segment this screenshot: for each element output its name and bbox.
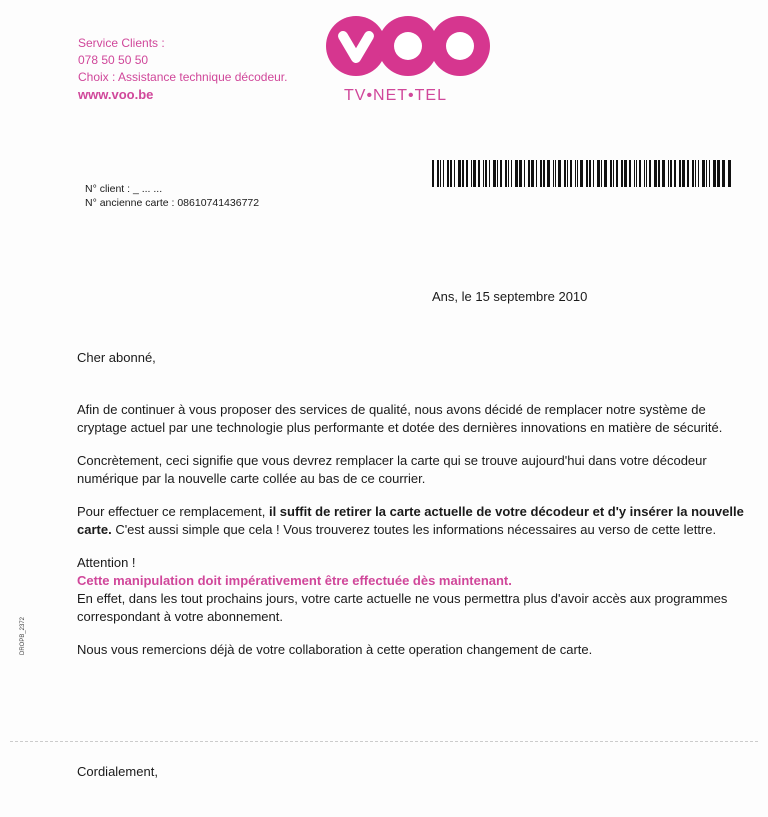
side-code: DROPB_2372	[20, 616, 26, 655]
barcode-bar	[553, 160, 554, 187]
barcode-bar	[524, 160, 525, 187]
choice-text: Choix : Assistance technique décodeur.	[78, 70, 288, 84]
barcode-bar	[489, 160, 490, 187]
fold-line	[10, 741, 758, 742]
barcode-bar	[679, 160, 681, 187]
p3-text: Pour effectuer ce remplacement,	[77, 504, 269, 519]
barcode-bar	[577, 160, 578, 187]
barcode-bar	[437, 160, 439, 187]
barcode-bar	[564, 160, 566, 187]
barcode-bar	[515, 160, 518, 187]
barcode-bar	[547, 160, 550, 187]
barcode-bar	[613, 160, 614, 187]
barcode-bar	[589, 160, 591, 187]
barcode-bar	[695, 160, 696, 187]
barcode-bar	[511, 160, 512, 187]
barcode	[432, 160, 736, 187]
barcode-bar	[649, 160, 651, 187]
barcode-bar	[687, 160, 689, 187]
barcode-bar	[443, 160, 444, 187]
attention-block	[77, 554, 747, 626]
barcode-bar	[478, 160, 480, 187]
barcode-bar	[543, 160, 545, 187]
barcode-bar	[646, 160, 647, 187]
barcode-bar	[713, 160, 716, 187]
contact-block	[78, 35, 287, 103]
barcode-bar	[473, 160, 476, 187]
p3-text-after: C'est aussi simple que cela ! Vous trouverez toutes les informations nécessaires au verso de cette lettre.	[111, 522, 717, 537]
letter-body	[77, 349, 747, 674]
barcode-bar	[639, 160, 641, 187]
barcode-bar	[558, 160, 561, 187]
barcode-bar	[682, 160, 685, 187]
attention-label: Attention !	[77, 555, 136, 570]
barcode-bar	[570, 160, 572, 187]
barcode-bar	[458, 160, 461, 187]
barcode-bar	[654, 160, 657, 187]
card-label: N° ancienne carte :	[85, 197, 175, 209]
attention-text: En effet, dans les tout prochains jours, votre carte actuelle ne vous permettra plus d'avoir accès aux programmes correspondant à votre abonnement.	[77, 591, 728, 624]
greeting: Cher abonné,	[77, 350, 156, 365]
barcode-bar	[575, 160, 576, 187]
barcode-bar	[586, 160, 588, 187]
barcode-bar	[636, 160, 637, 187]
barcode-bar	[454, 160, 455, 187]
barcode-bar	[567, 160, 568, 187]
barcode-bar	[531, 160, 534, 187]
barcode-bar	[698, 160, 699, 187]
paragraph-2: Concrètement, ceci signifie que vous devrez remplacer la carte qui se trouve aujourd'hui dans votre décodeur numérique par la nouvelle carte collée au bas de ce courrier.	[77, 453, 707, 486]
barcode-bar	[706, 160, 707, 187]
barcode-bar	[466, 160, 468, 187]
barcode-bar	[505, 160, 507, 187]
client-label: N° client :	[85, 183, 131, 195]
card-value: 08610741436772	[177, 197, 260, 209]
barcode-bar	[644, 160, 645, 187]
barcode-bar	[580, 160, 583, 187]
customer-ids	[85, 182, 259, 210]
barcode-bar	[432, 160, 434, 187]
barcode-bar	[508, 160, 509, 187]
barcode-bar	[621, 160, 623, 187]
phone-number: 078 50 50 50	[78, 53, 149, 67]
barcode-bar	[528, 160, 530, 187]
barcode-bar	[540, 160, 542, 187]
barcode-bar	[497, 160, 498, 187]
barcode-bar	[629, 160, 631, 187]
barcode-bar	[440, 160, 441, 187]
barcode-bar	[662, 160, 665, 187]
barcode-bar	[450, 160, 452, 187]
barcode-bar	[519, 160, 522, 187]
barcode-bar	[555, 160, 556, 187]
barcode-bar	[668, 160, 669, 187]
barcode-bar	[702, 160, 705, 187]
barcode-bar	[610, 160, 612, 187]
barcode-bar	[670, 160, 672, 187]
barcode-bar	[536, 160, 537, 187]
attention-warning: Cette manipulation doit impérativement être effectuée dès maintenant.	[77, 573, 512, 588]
barcode-bar	[447, 160, 449, 187]
paragraph-1: Afin de continuer à vous proposer des services de qualité, nous avons décidé de remplacer notre système de cryptage actuel par une technologie plus performante et dotée des dernières innovations en matière de sécurité.	[77, 402, 723, 435]
paragraph-3	[77, 503, 747, 539]
p3-bold: il suffit de retirer la carte actuelle de votre décodeur et d'y insérer la nouvelle carte.	[77, 504, 744, 537]
barcode-bar	[471, 160, 472, 187]
barcode-bar	[493, 160, 496, 187]
barcode-bar	[462, 160, 464, 187]
barcode-bar	[634, 160, 635, 187]
letter-date: Ans, le 15 septembre 2010	[432, 289, 588, 304]
barcode-bar	[658, 160, 660, 187]
client-value: _ ... ...	[132, 183, 163, 195]
barcode-bar	[717, 160, 720, 187]
logo-tagline: TV•NET•TEL	[344, 87, 447, 104]
website-link[interactable]: www.voo.be	[78, 87, 154, 102]
barcode-bar	[624, 160, 627, 187]
barcode-bar	[500, 160, 502, 187]
barcode-bar	[601, 160, 602, 187]
barcode-bar	[483, 160, 484, 187]
barcode-bar	[709, 160, 710, 187]
barcode-bar	[674, 160, 676, 187]
barcode-bar	[616, 160, 618, 187]
barcode-bar	[722, 160, 725, 187]
service-label: Service Clients :	[78, 36, 165, 50]
closing: Cordialement,	[77, 764, 158, 779]
barcode-bar	[485, 160, 487, 187]
barcode-bar	[597, 160, 600, 187]
barcode-bar	[728, 160, 731, 187]
paragraph-5: Nous vous remercions déjà de votre collaboration à cette operation changement de carte.	[77, 642, 593, 657]
barcode-bar	[604, 160, 607, 187]
barcode-bar	[692, 160, 694, 187]
barcode-bar	[593, 160, 594, 187]
